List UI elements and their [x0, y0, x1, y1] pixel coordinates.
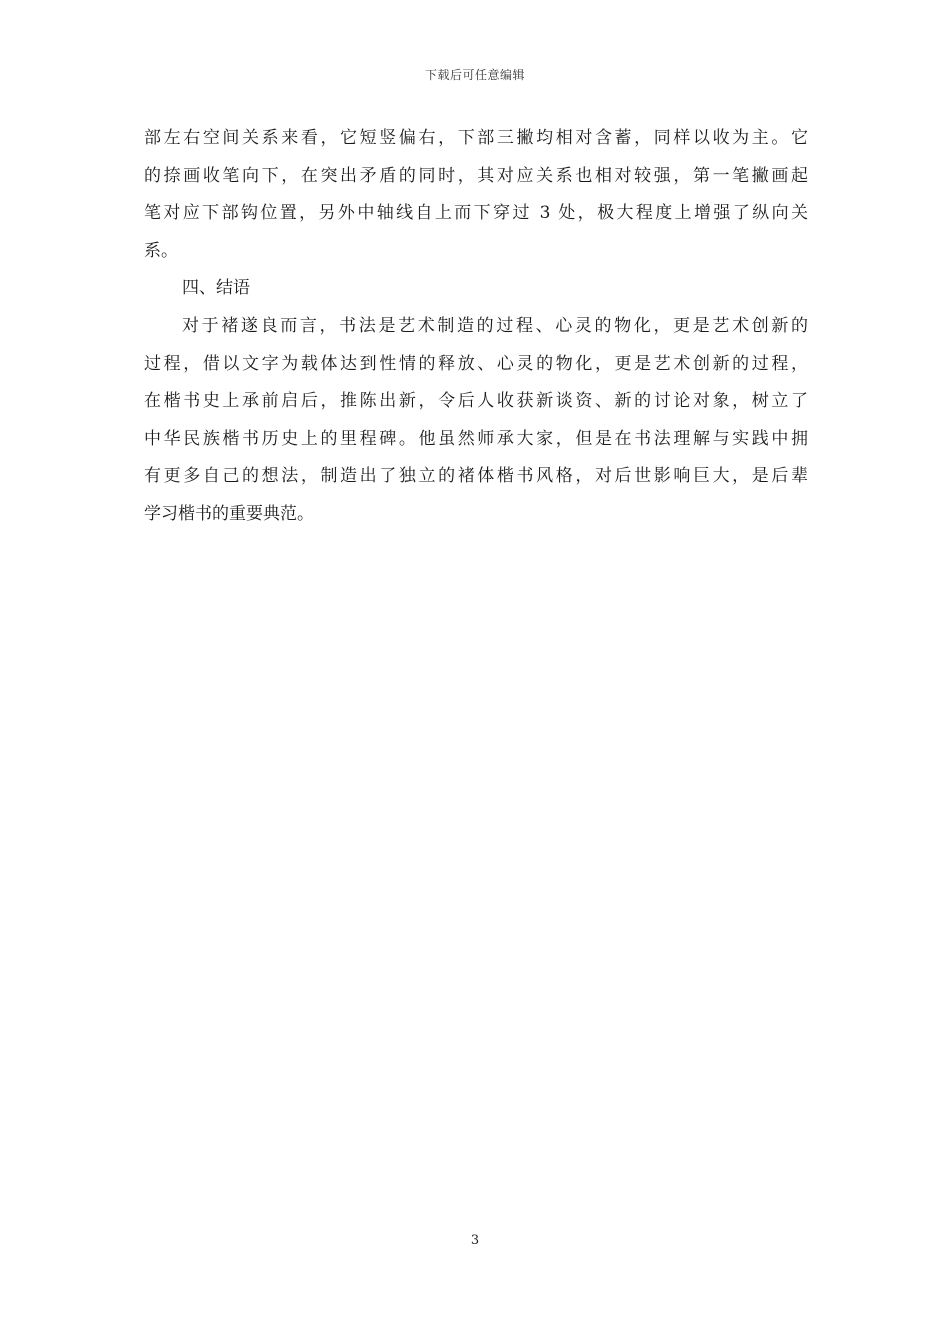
paragraph-line: 部左右空间关系来看，它短竖偏右，下部三撇均相对含蓄，同样以收为主。它 [144, 128, 808, 148]
paragraph-line: 过程，借以文字为载体达到性情的释放、心灵的物化，更是艺术创新的过程， [144, 353, 808, 374]
section-heading: 四、结语 [182, 278, 250, 299]
paragraph-line: 有更多自己的想法，制造出了独立的褚体楷书风格，对后世影响巨大，是后辈 [144, 466, 808, 487]
paragraph-line: 在楷书史上承前启后，推陈出新，令后人收获新谈资、新的讨论对象，树立了 [144, 391, 808, 412]
paragraph-line: 对于褚遂良而言，书法是艺术制造的过程、心灵的物化，更是艺术创新的 [182, 315, 808, 336]
paragraph-line: 的捺画收笔向下，在突出矛盾的同时，其对应关系也相对较强，第一笔撇画起 [144, 165, 808, 186]
paragraph-line: 系。 [144, 240, 178, 261]
document-body [144, 120, 808, 534]
page-header: 下载后可任意编辑 [424, 68, 525, 82]
page-number: 3 [470, 1233, 480, 1248]
paragraph-line: 中华民族楷书历史上的里程碑。他虽然师承大家，但是在书法理解与实践中拥 [144, 428, 808, 449]
paragraph-line: 学习楷书的重要典范。 [144, 503, 314, 524]
paragraph-line: 笔对应下部钩位置，另外中轴线自上而下穿过 3 处，极大程度上增强了纵向关 [144, 203, 808, 224]
